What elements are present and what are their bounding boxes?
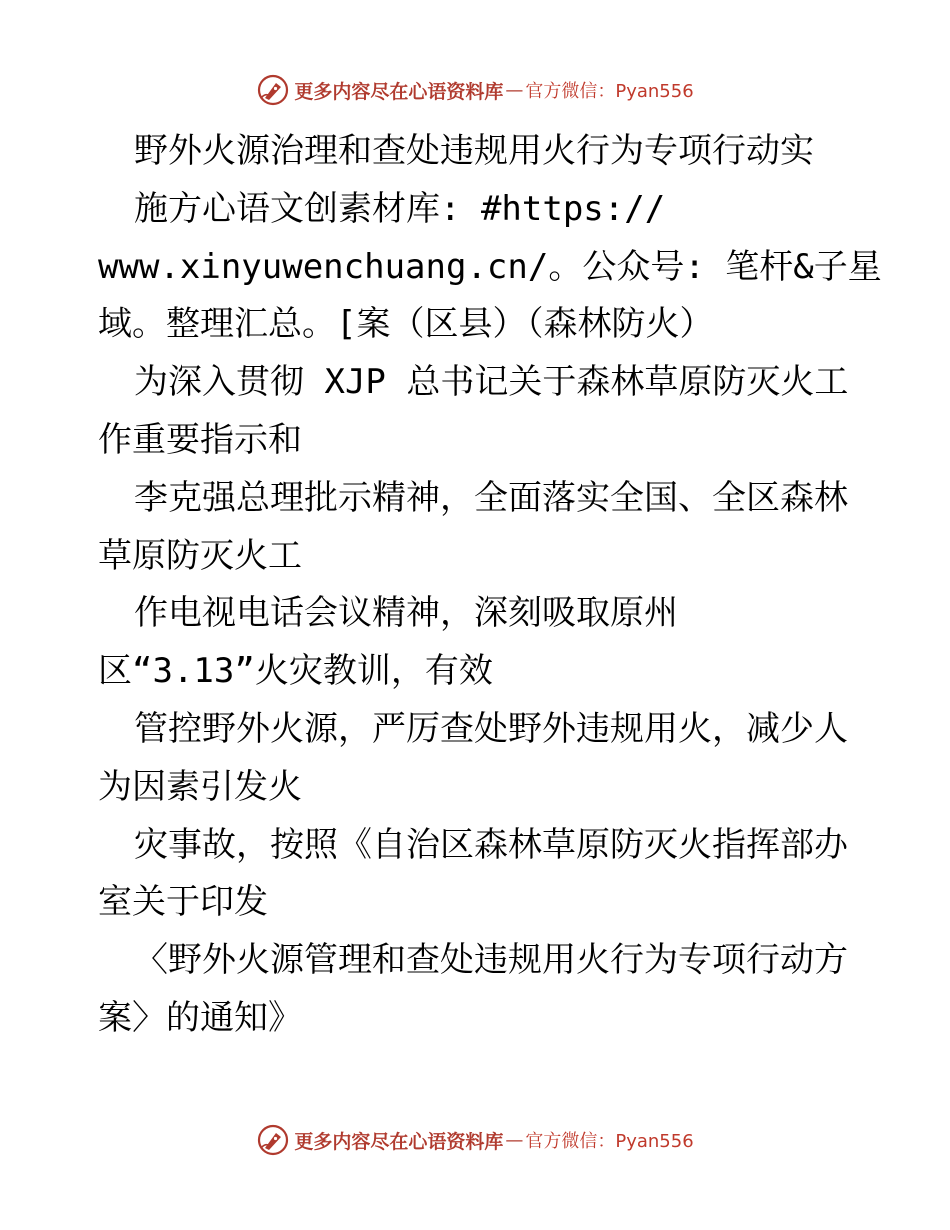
banner-text: 更多内容尽在心语资料库 — [294, 80, 504, 103]
banner-text: 更多内容尽在心语资料库 — [294, 1130, 504, 1153]
document-body — [98, 123, 898, 1048]
banner-contact: 官方微信：Pyan556 — [525, 81, 694, 102]
pen-nib-circle-icon — [256, 1123, 290, 1157]
paragraph-line: www.xinyuwenchuang.cn/。公众号: 笔杆&子星 — [98, 246, 882, 287]
paragraph-line: 管控野外火源，严厉查处野外违规用火，减少人 — [134, 708, 848, 749]
paragraph-line: 域。整理汇总。[案（区县）（森林防火） — [98, 304, 714, 345]
paragraph-line: 作电视电话会议精神，深刻吸取原州 — [134, 593, 678, 634]
banner-separator: — — [505, 1129, 524, 1151]
paragraph-line: 室关于印发 — [98, 882, 268, 923]
paragraph-line: 野外火源治理和查处违规用火行为专项行动实 — [134, 131, 814, 171]
banner-separator: — — [505, 79, 524, 101]
header-banner — [0, 70, 950, 110]
paragraph-line: 〈野外火源管理和查处违规用火行为专项行动方 — [134, 940, 848, 981]
banner-contact: 官方微信：Pyan556 — [525, 1131, 694, 1152]
paragraph-line: 为深入贯彻 XJP 总书记关于森林草原防灭火工 — [134, 362, 849, 403]
paragraph-line: 李克强总理批示精神，全面落实全国、全区森林 — [134, 477, 848, 518]
paragraph-line: 案〉的通知》 — [98, 997, 302, 1038]
paragraph-line: 草原防灭火工 — [98, 535, 302, 576]
paragraph-line: 区“3.13”火灾教训，有效 — [98, 651, 493, 692]
paragraph-line: 作重要指示和 — [98, 419, 302, 460]
paragraph-line: 施方心语文创素材库: #https:// — [134, 188, 666, 229]
footer-banner — [0, 1120, 950, 1160]
paragraph-line: 为因素引发火 — [98, 766, 302, 807]
pen-nib-circle-icon — [256, 73, 290, 107]
paragraph-line: 灾事故，按照《自治区森林草原防灭火指挥部办 — [134, 824, 848, 865]
